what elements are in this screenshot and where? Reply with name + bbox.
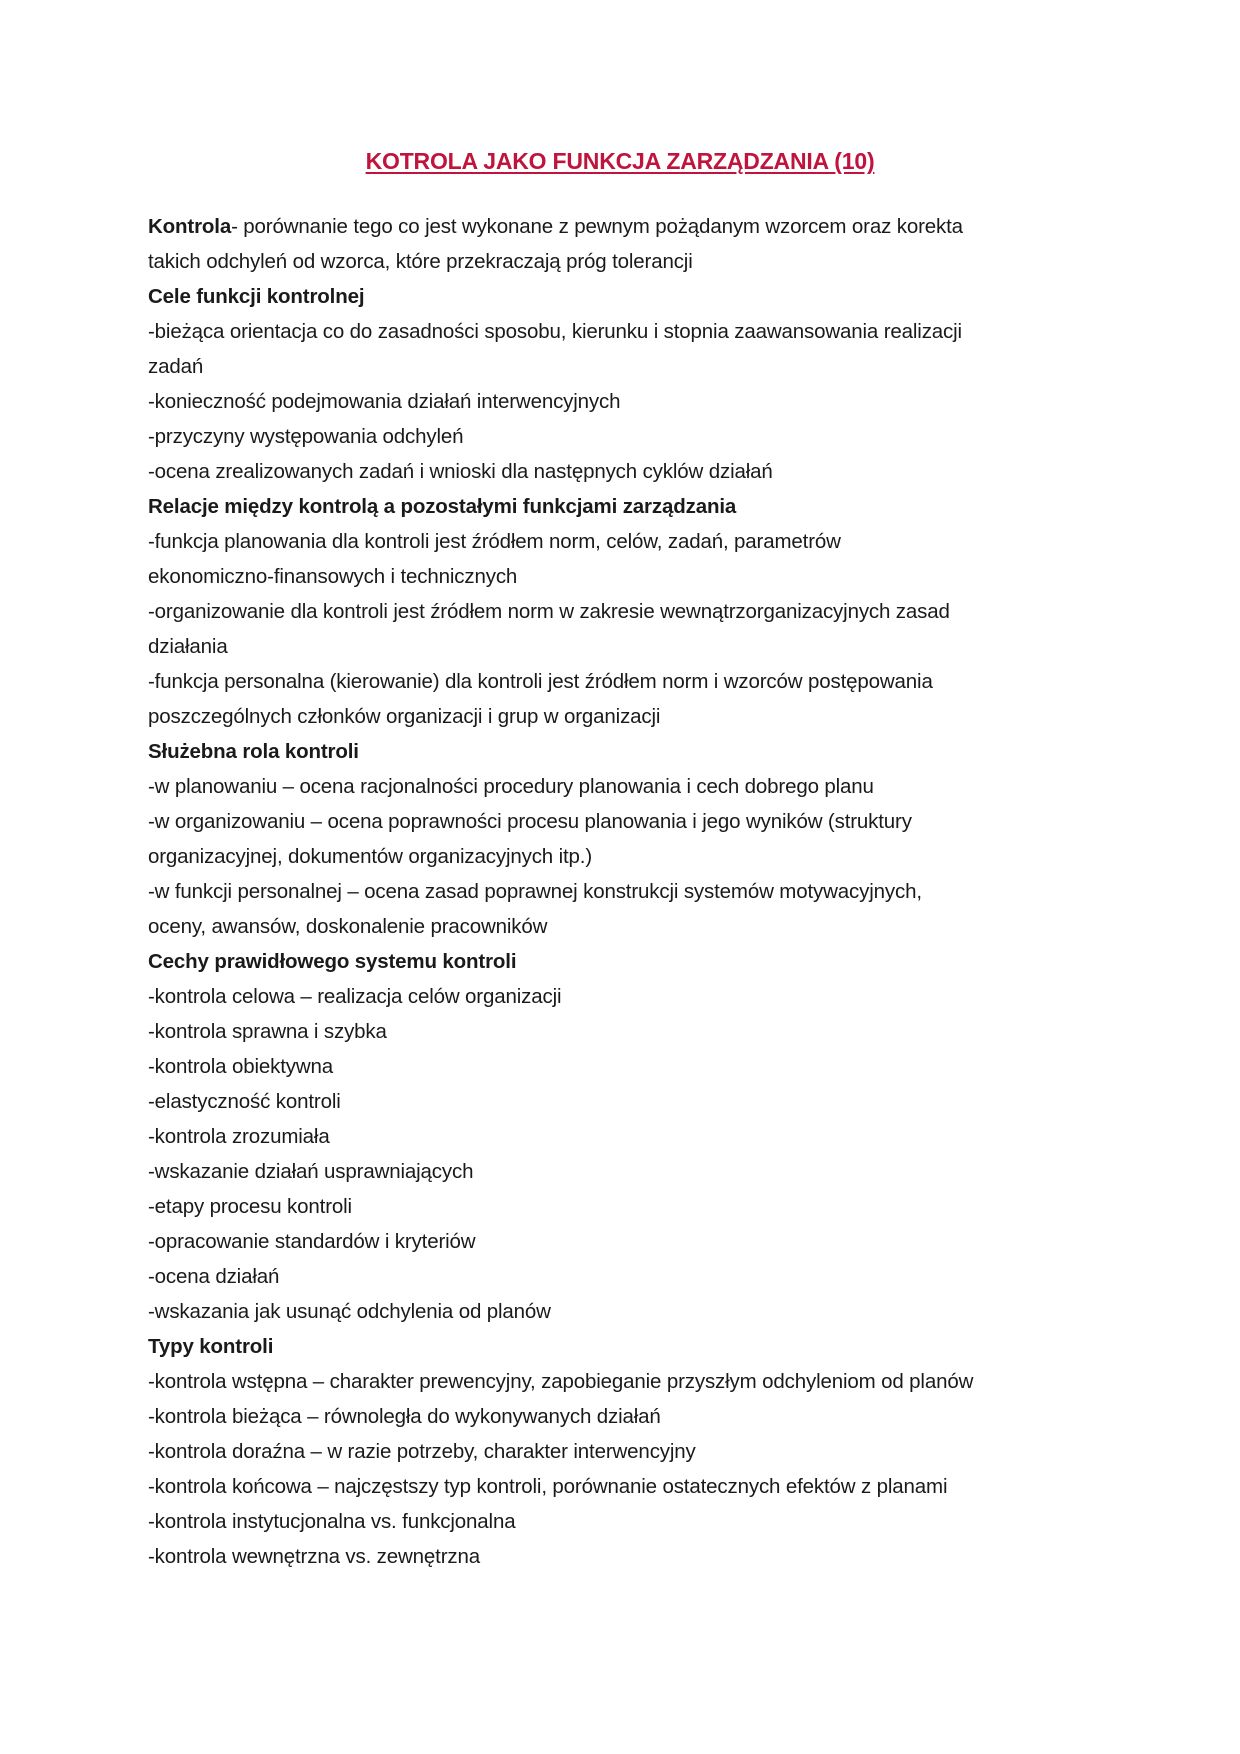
definition-text: - porównanie tego co jest wykonane z pewnym pożądanym wzorcem oraz korekta bbox=[231, 215, 963, 238]
definition-term: Kontrola bbox=[148, 215, 232, 238]
list-item: oceny, awansów, doskonalenie pracowników bbox=[148, 915, 548, 938]
document-title: KOTROLA JAKO FUNKCJA ZARZĄDZANIA (10) bbox=[365, 148, 875, 174]
list-item: -kontrola zrozumiała bbox=[148, 1125, 330, 1148]
section-heading: Typy kontroli bbox=[148, 1335, 274, 1358]
list-item: zadań bbox=[148, 355, 204, 378]
list-item: -funkcja planowania dla kontroli jest źródłem norm, celów, zadań, parametrów bbox=[148, 530, 841, 553]
section-heading: Relacje między kontrolą a pozostałymi funkcjami zarządzania bbox=[148, 495, 737, 518]
list-item: -funkcja personalna (kierowanie) dla kontroli jest źródłem norm i wzorców postępowania bbox=[148, 670, 933, 693]
list-item: -kontrola obiektywna bbox=[148, 1055, 334, 1078]
list-item: -konieczność podejmowania działań interwencyjnych bbox=[148, 390, 621, 413]
list-item: -kontrola sprawna i szybka bbox=[148, 1020, 387, 1043]
list-item: -organizowanie dla kontroli jest źródłem norm w zakresie wewnątrzorganizacyjnych zasad bbox=[148, 600, 950, 623]
list-item: -ocena zrealizowanych zadań i wnioski dla następnych cyklów działań bbox=[148, 460, 773, 483]
list-item: organizacyjnej, dokumentów organizacyjnych itp.) bbox=[148, 845, 593, 868]
list-item: -opracowanie standardów i kryteriów bbox=[148, 1230, 476, 1253]
list-item: -w organizowaniu – ocena poprawności procesu planowania i jego wyników (struktury bbox=[148, 810, 912, 833]
list-item: -kontrola wewnętrzna vs. zewnętrzna bbox=[148, 1545, 481, 1568]
list-item: -wskazania jak usunąć odchylenia od planów bbox=[148, 1300, 551, 1323]
list-item: -kontrola końcowa – najczęstszy typ kontroli, porównanie ostatecznych efektów z planami bbox=[148, 1475, 948, 1498]
list-item: -bieżąca orientacja co do zasadności sposobu, kierunku i stopnia zaawansowania realizacji bbox=[148, 320, 962, 343]
list-item: -kontrola bieżąca – równoległa do wykonywanych działań bbox=[148, 1405, 661, 1428]
section-features bbox=[148, 944, 1108, 1329]
list-item: -ocena działań bbox=[148, 1265, 280, 1288]
section-heading: Służebna rola kontroli bbox=[148, 740, 359, 763]
section-heading: Cele funkcji kontrolnej bbox=[148, 285, 365, 308]
list-item: -kontrola celowa – realizacja celów organizacji bbox=[148, 985, 562, 1008]
list-item: -przyczyny występowania odchyleń bbox=[148, 425, 464, 448]
definition-line-1 bbox=[148, 209, 1108, 244]
list-item: -wskazanie działań usprawniających bbox=[148, 1160, 474, 1183]
list-item: -etapy procesu kontroli bbox=[148, 1195, 352, 1218]
list-item: poszczególnych członków organizacji i grup w organizacji bbox=[148, 705, 661, 728]
section-heading: Cechy prawidłowego systemu kontroli bbox=[148, 950, 517, 973]
list-item: -w funkcji personalnej – ocena zasad poprawnej konstrukcji systemów motywacyjnych, bbox=[148, 880, 922, 903]
list-item: działania bbox=[148, 635, 228, 658]
section-goals bbox=[148, 279, 1108, 489]
list-item: -kontrola instytucjonalna vs. funkcjonalna bbox=[148, 1510, 516, 1533]
list-item: ekonomiczno-finansowych i technicznych bbox=[148, 565, 518, 588]
list-item: -w planowaniu – ocena racjonalności procedury planowania i cech dobrego planu bbox=[148, 775, 874, 798]
list-item: -kontrola wstępna – charakter prewencyjny, zapobieganie przyszłym odchyleniom od planów bbox=[148, 1370, 974, 1393]
section-types bbox=[148, 1329, 1108, 1574]
list-item: -kontrola doraźna – w razie potrzeby, charakter interwencyjny bbox=[148, 1440, 696, 1463]
section-relations bbox=[148, 489, 1108, 734]
section-service-role bbox=[148, 734, 1108, 944]
list-item: -elastyczność kontroli bbox=[148, 1090, 341, 1113]
definition-line-2: takich odchyleń od wzorca, które przekraczają próg tolerancji bbox=[148, 250, 693, 273]
document-body bbox=[148, 209, 1108, 1574]
